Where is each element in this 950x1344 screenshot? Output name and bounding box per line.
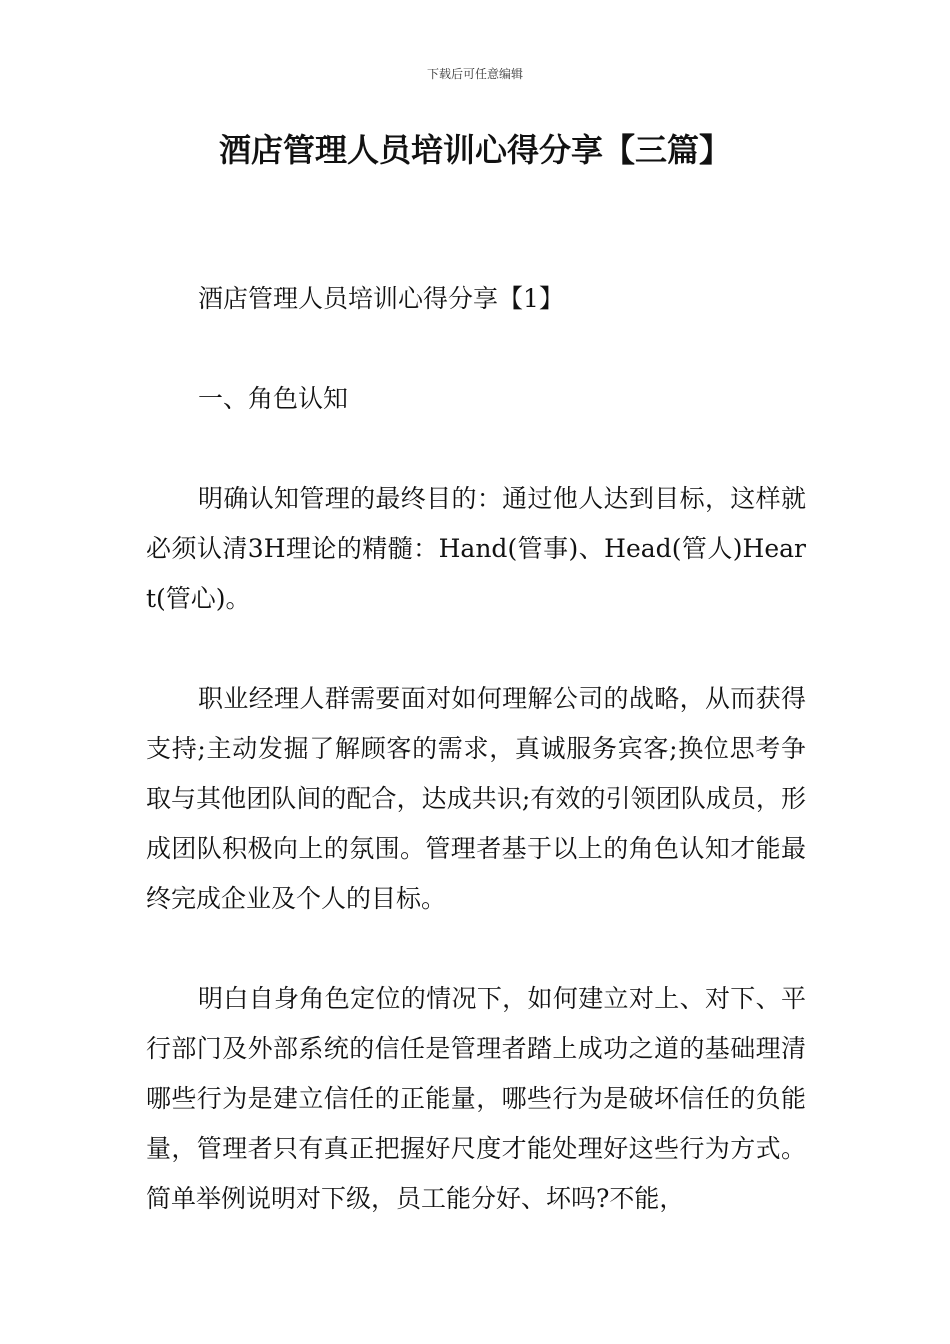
header-note: 下载后可任意编辑 <box>426 67 523 81</box>
paragraph-2: 职业经理人群需要面对如何理解公司的战略，从而获得支持;主动发掘了解顾客的需求，真诚服务宾客;换位思考争取与其他团队间的配合，达成共识;有效的引领团队成员，形成团队积极向上的氛围。管理者基于以上的角色认知才能最终完成企业及个人的目标。 <box>146 684 806 913</box>
section-heading: 酒店管理人员培训心得分享【1】 <box>198 284 564 313</box>
subheading: 一、角色认知 <box>198 384 349 413</box>
document-title: 酒店管理人员培训心得分享【三篇】 <box>218 131 731 169</box>
paragraph-3: 明白自身角色定位的情况下，如何建立对上、对下、平行部门及外部系统的信任是管理者踏上成功之道的基础理清哪些行为是建立信任的正能量，哪些行为是破坏信任的负能量，管理者只有真正把握好尺度才能处理好这些行为方式。简单举例说明对下级，员工能分好、坏吗?不能， <box>146 984 806 1213</box>
paragraph-1: 明确认知管理的最终目的：通过他人达到目标，这样就必须认清3H理论的精髓：Hand(管事)、Head(管人)Heart(管心)。 <box>146 484 806 613</box>
